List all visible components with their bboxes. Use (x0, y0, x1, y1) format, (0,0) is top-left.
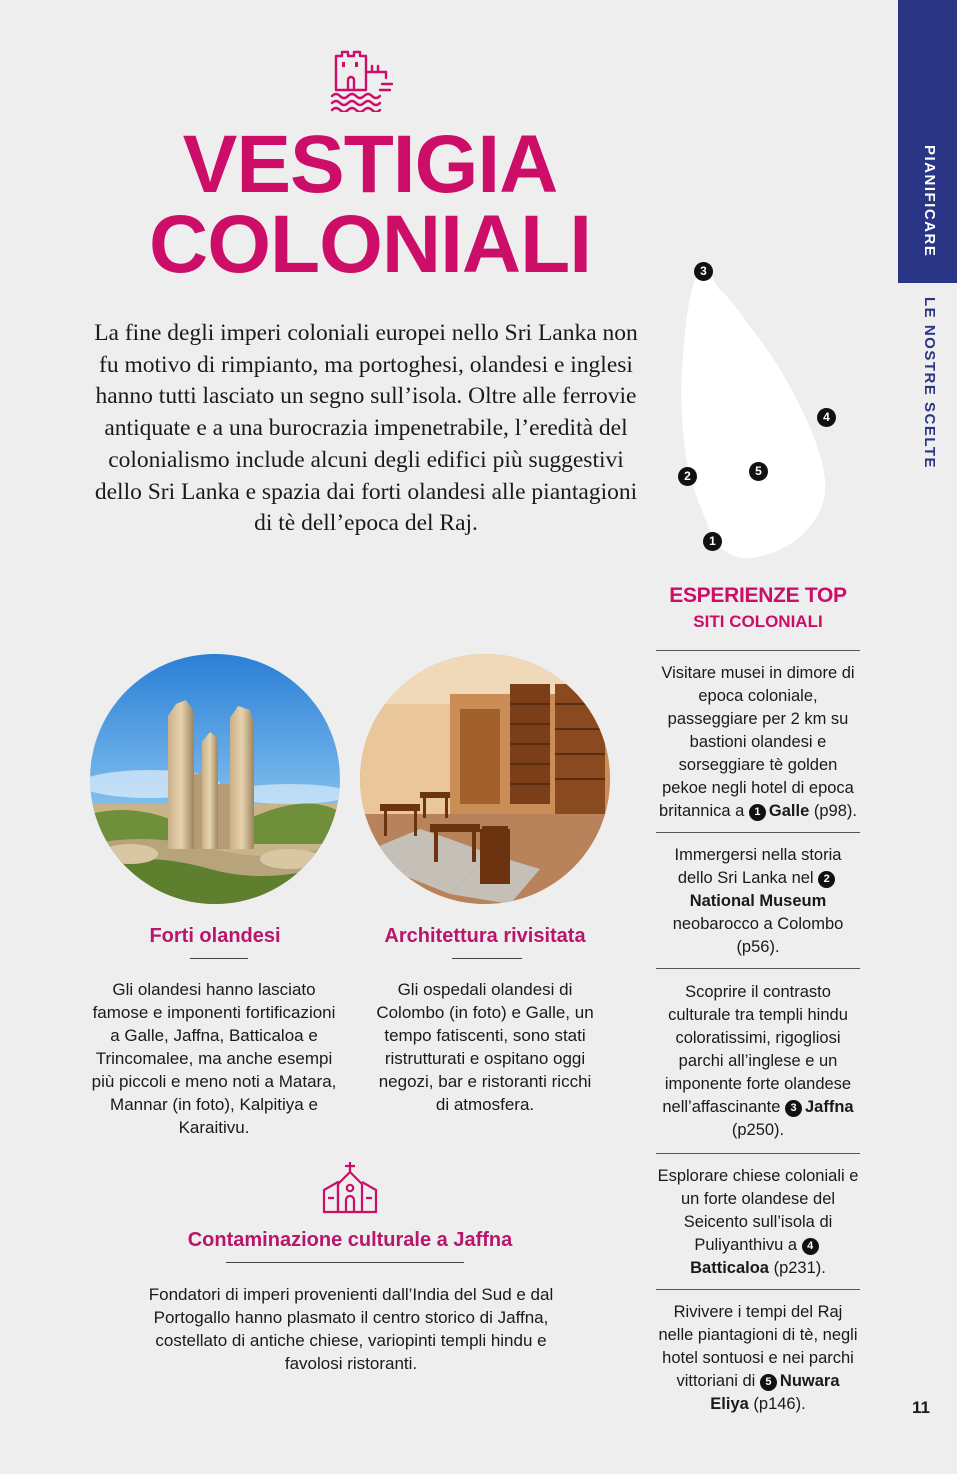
sidebar-item-colombo (656, 844, 860, 959)
section-text-architecture: Gli ospedali olandesi di Colombo (in foto) e Galle, un tempo fatiscenti, sono stati ristrutturati e ospitano oggi negozi, bar e ristoranti ricchi di atmosfera. (376, 980, 594, 1114)
sidebar-item-text: Visitare musei in dimore di epoca coloniale, passeggiare per 2 km su bastioni olandesi e sorseggiare tè golden pekoe negli hotel di epoca britannica a (659, 664, 855, 820)
section-text-jaffna: Fondatori di imperi provenienti dall’India del Sud e dal Portogallo hanno plasmato il centro storico di Jaffna, costellato di antiche chiese, variopinti templi hindu e favolosi ristoranti. (148, 1285, 554, 1373)
section-text-dutch-forts: Gli olandesi hanno lasciato famose e imponenti fortificazioni a Galle, Jaffna, Batticaloa e Trincomalee, ma anche esempi più piccoli e meno noti a Matara, Mannar (in foto), Kalpitiya e Karaitivu. (91, 980, 337, 1137)
section-tab[interactable] (898, 0, 957, 283)
section-divider (190, 958, 248, 959)
sidebar-item-text: Rivivere i tempi del Raj nelle piantagioni di tè, negli hotel sontuosi e nei parchi vittoriani di (658, 1303, 858, 1390)
sidebar-item-place: Jaffna (805, 1098, 854, 1116)
sidebar-item-number: 3 (785, 1100, 802, 1117)
sidebar-item-number: 5 (760, 1374, 777, 1391)
church-icon (322, 1160, 378, 1214)
intro-paragraph: La fine degli imperi coloniali europei nello Sri Lanka non fu motivo di rimpianto, ma portoghesi, olandesi e inglesi hanno tutti lasciato un segno sull’isola. Oltre alle ferrovie antiquate e a una burocrazia impenetrabile, l’eredità del colonialismo include alcuni degli edifici più suggestivi dello Sri Lanka e spazia dai forti olandesi alle piantagioni di tè dell’epoca del Raj. (94, 320, 638, 537)
sri-lanka-map (660, 258, 860, 568)
title-line-1: VESTIGIA (182, 119, 558, 210)
subsection-tab-label: LE NOSTRE SCELTE (920, 297, 938, 470)
castle-on-water-icon (328, 50, 396, 112)
sidebar-item-batticaloa (656, 1165, 860, 1280)
sidebar-divider (656, 1153, 860, 1154)
section-title-dutch-forts: Forti olandesi (149, 925, 281, 947)
sidebar-item-place: National Museum (689, 892, 827, 910)
sidebar-title: ESPERIENZE TOP (669, 584, 847, 607)
sidebar-item-number: 4 (802, 1238, 819, 1255)
fort-ruins-photo (90, 654, 340, 904)
sidebar-item-galle (656, 662, 860, 823)
section-title-architecture: Architettura rivisitata (384, 925, 586, 947)
sidebar-item-page-ref: (p146). (748, 1395, 806, 1413)
sidebar-item-text: Scoprire il contrasto culturale tra templi hindu coloratissimi, rigogliosi parchi all’inglese e un imponente forte olandese nell’affascinante (662, 983, 852, 1116)
map-marker-3[interactable]: 3 (694, 262, 713, 281)
sidebar-divider (656, 832, 860, 833)
sidebar-item-nuwara-eliya (656, 1301, 860, 1416)
sidebar-item-page-ref: (p98). (809, 802, 857, 820)
sidebar-item-number: 2 (818, 871, 835, 888)
sidebar-item-place: Nuwara Eliya (710, 1372, 840, 1413)
section-tab-label: PIANIFICARE (920, 145, 938, 258)
sidebar-divider (656, 650, 860, 651)
page-title (60, 119, 680, 290)
sidebar-subtitle: SITI COLONIALI (693, 612, 823, 631)
sidebar-item-place: Batticaloa (690, 1259, 769, 1277)
section-title-jaffna: Contaminazione culturale a Jaffna (187, 1229, 513, 1251)
section-divider (452, 958, 522, 959)
section-divider (226, 1262, 464, 1263)
sidebar-item-page-ref: (p250). (731, 1121, 785, 1139)
colonial-arcade-photo (360, 654, 610, 904)
sidebar-item-number: 1 (749, 804, 766, 821)
subsection-tab[interactable] (898, 283, 957, 493)
sidebar-item-place: Galle (768, 802, 810, 820)
map-marker-1[interactable]: 1 (703, 532, 722, 551)
sidebar-item-page-ref: (p231). (768, 1259, 826, 1277)
map-marker-2[interactable]: 2 (678, 467, 697, 486)
sidebar-item-jaffna (656, 981, 860, 1142)
title-line-2: COLONIALI (149, 199, 591, 290)
sidebar-divider (656, 968, 860, 969)
page-number: 11 (912, 1398, 930, 1417)
map-marker-4[interactable]: 4 (817, 408, 836, 427)
sidebar-item-text: Esplorare chiese coloniali e un forte olandese del Seicento sull’isola di Puliyanthivu a (657, 1167, 859, 1254)
map-marker-5[interactable]: 5 (749, 462, 768, 481)
sidebar-divider (656, 1289, 860, 1290)
sidebar-item-page-ref: neobarocco a Colombo (p56). (672, 915, 844, 956)
sidebar-item-text: Immergersi nella storia dello Sri Lanka nel (674, 846, 842, 887)
